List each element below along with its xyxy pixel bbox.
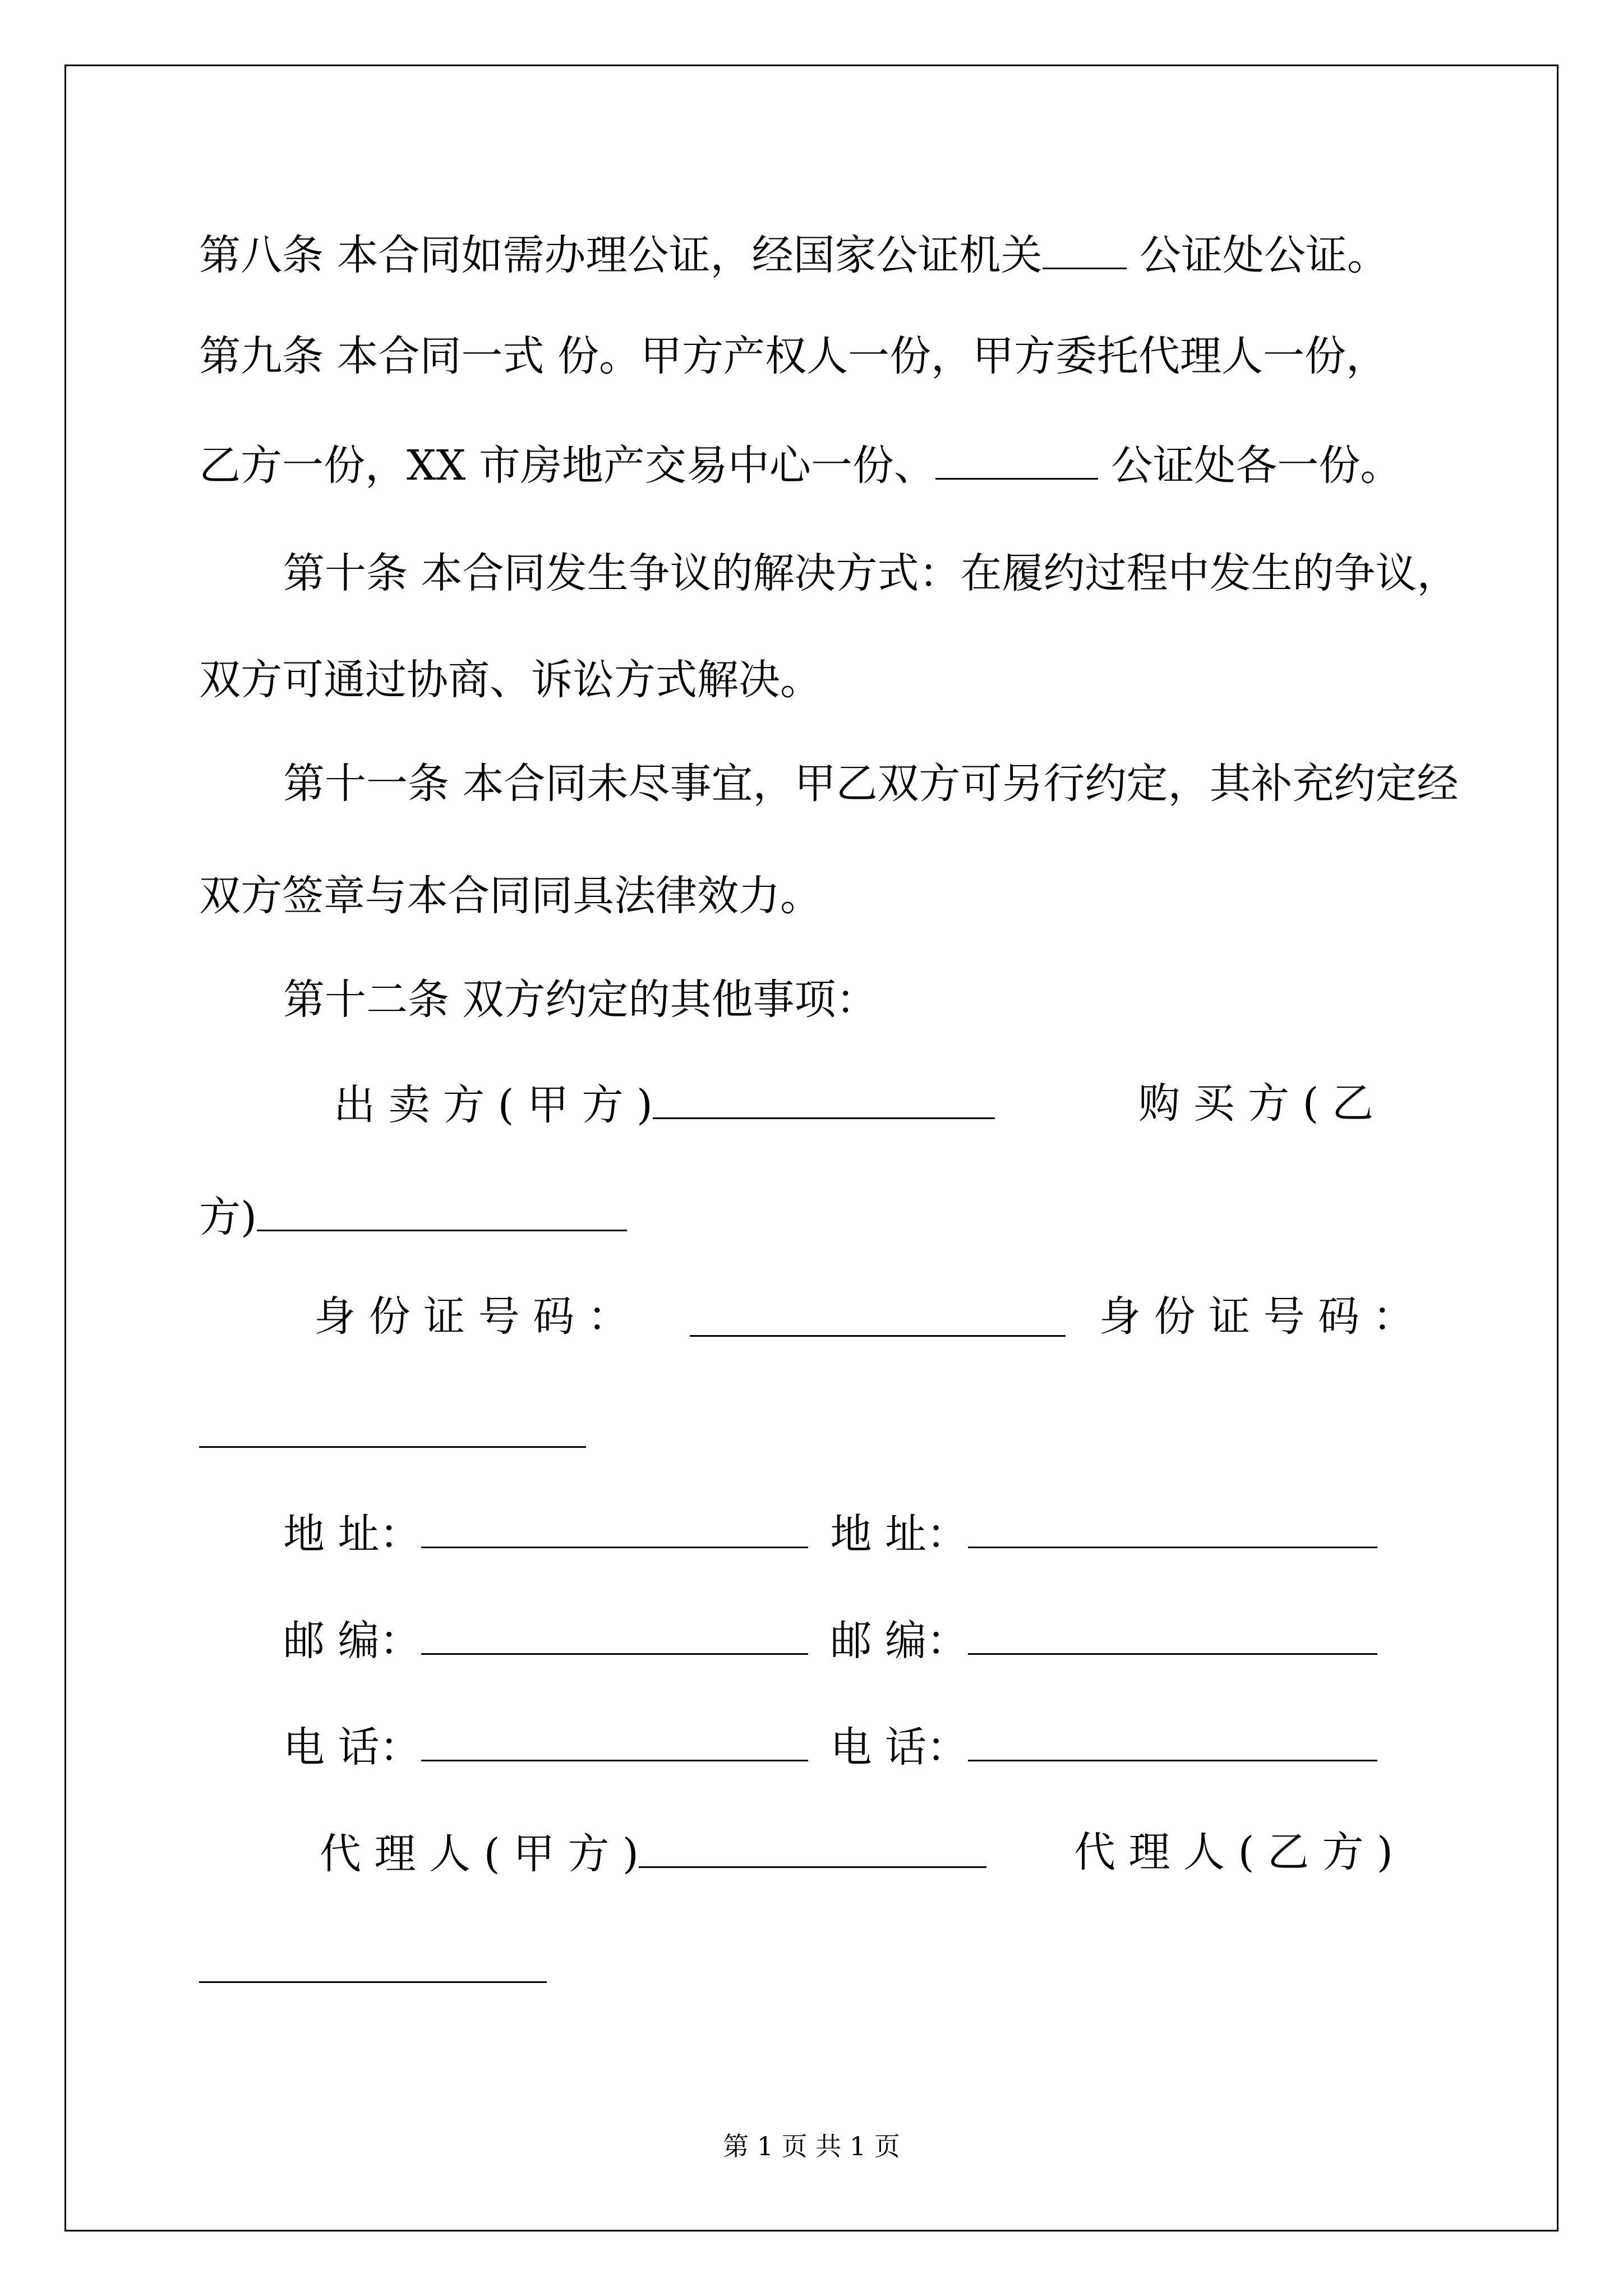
seller-phone-label: 电 话：: [283, 1723, 421, 1772]
article-11-line1: 第十一条 本合同未尽事宜，甲乙双方可另行约定，其补充约定经: [283, 760, 1459, 808]
seller-address-label: 地 址：: [283, 1510, 421, 1558]
seller-id-label: 身 份 证 号 码 ：: [314, 1292, 629, 1341]
agent-a-label: 代 理 人 ( 甲 方 ): [320, 1830, 639, 1878]
buyer-phone-blank: [968, 1725, 1377, 1761]
buyer-label-end: 方): [199, 1193, 257, 1241]
seller-label: 出 卖 方 ( 甲 方 ): [334, 1081, 653, 1129]
buyer-address-label: 地 址：: [830, 1510, 969, 1558]
seller-postcode-blank: [421, 1618, 808, 1655]
seller-postcode-label: 邮 编：: [283, 1617, 421, 1665]
article-11-line2: 双方签章与本合同同具法律效力。: [199, 872, 822, 920]
address-line: [283, 1510, 1377, 1558]
article-12: 第十二条 双方约定的其他事项：: [283, 976, 878, 1024]
buyer-id-blank: [199, 1411, 586, 1448]
buyer-label-start: 购 买 方 ( 乙: [1138, 1079, 1373, 1128]
article-8-end: 公证处公证。: [1126, 231, 1389, 279]
buyer-postcode-blank: [968, 1618, 1377, 1655]
buyer-phone-label: 电 话：: [830, 1723, 969, 1772]
agent-a-blank: [639, 1832, 986, 1868]
article-10-line2: 双方可通过协商、诉讼方式解决。: [199, 656, 822, 704]
seller-address-blank: [421, 1512, 808, 1548]
phone-line: [283, 1723, 1377, 1772]
article-9-line2-post: 公证处各一份。: [1098, 441, 1402, 490]
seller-phone-blank: [421, 1725, 808, 1761]
seller-id-blank: [690, 1300, 1066, 1337]
postcode-line: [283, 1617, 1377, 1665]
notary-blank: [1043, 233, 1127, 269]
article-9-line2-pre: 乙方一份，XX 市房地产交易中心一份、: [199, 441, 935, 490]
agent-b-blank: [199, 1947, 547, 1983]
agent-a-line: [320, 1830, 986, 1878]
article-9-line2: [199, 441, 1402, 490]
article-8-text: 第八条 本合同如需办理公证，经国家公证机关: [199, 231, 1043, 279]
buyer-blank: [257, 1195, 627, 1231]
article-9-line1: 第九条 本合同一式 份。甲方产权人一份，甲方委托代理人一份，: [199, 332, 1388, 380]
article-10-line1: 第十条 本合同发生争议的解决方式：在履约过程中发生的争议，: [283, 549, 1459, 597]
buyer-postcode-label: 邮 编：: [830, 1617, 969, 1665]
buyer-address-blank: [968, 1512, 1377, 1548]
agent-b-label: 代 理 人 ( 乙 方 ): [1074, 1828, 1393, 1876]
buyer-line: [199, 1193, 627, 1241]
page-border: [64, 65, 1559, 2231]
seller-blank: [653, 1083, 995, 1119]
buyer-id-label: 身 份 证 号 码 ：: [1099, 1292, 1414, 1341]
notary-office-blank: [935, 443, 1098, 480]
page-footer: 第 1 页 共 1 页: [723, 2131, 900, 2161]
article-8: [199, 231, 1389, 279]
seller-line: [334, 1081, 995, 1129]
